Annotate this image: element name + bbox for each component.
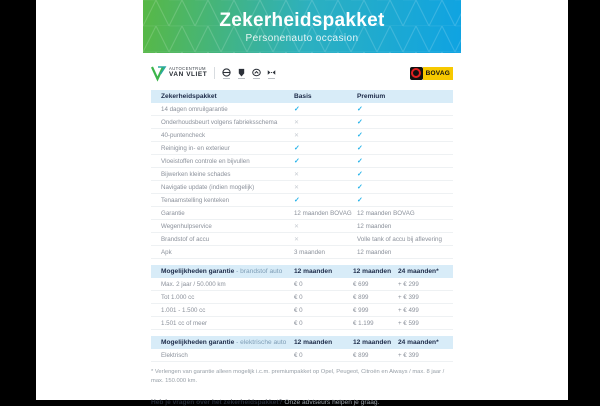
value-cell — [294, 105, 357, 113]
page-title: Zekerheidspakket — [219, 10, 385, 31]
row-label: Garantie — [161, 209, 185, 217]
table-row — [151, 129, 453, 142]
dealer-name-bottom: VAN VLIET — [169, 71, 208, 79]
table-row — [151, 168, 453, 181]
table-row — [151, 278, 453, 291]
header-banner — [143, 0, 461, 53]
dealer-name-top: AUTOCENTRUM — [169, 66, 206, 72]
peugeot-icon — [237, 68, 246, 79]
cross-icon: ✕ — [293, 119, 300, 126]
value-cell: + € 499 — [397, 306, 419, 314]
value-cell — [294, 171, 357, 178]
row-label: 14 dagen omruilgarantie — [161, 105, 228, 113]
value-cell: Volle tank of accu bij aflevering — [356, 235, 442, 243]
table-row — [151, 246, 453, 259]
cross-icon: ✕ — [293, 236, 300, 243]
check-icon: ✓ — [356, 158, 363, 165]
footer-question — [151, 399, 453, 406]
table-row — [151, 291, 453, 304]
table-row — [151, 103, 453, 116]
value-cell — [294, 236, 357, 243]
table-garantie-brandstof — [151, 265, 453, 330]
row-label: Brandstof of accu — [161, 235, 210, 243]
column-header: 12 maanden — [352, 339, 392, 346]
row-label: 1.501 cc of meer — [161, 319, 208, 327]
check-icon: ✓ — [293, 145, 300, 152]
table-row — [151, 233, 453, 246]
value-cell: + € 399 — [397, 351, 419, 359]
table-row — [151, 194, 453, 207]
check-icon: ✓ — [293, 197, 300, 204]
row-label: Onderhoudsbeurt volgens fabrieksschema — [161, 118, 278, 126]
table-title-text: Zekerheidspakket — [161, 93, 217, 100]
page — [36, 0, 568, 406]
value-cell: € 0 — [293, 306, 303, 314]
column-header: Basis — [293, 93, 312, 100]
row-label: Navigatie update (indien mogelijk) — [161, 183, 255, 191]
cross-icon: ✕ — [293, 171, 300, 178]
column-header: Premium — [356, 93, 386, 100]
row-label: Vloeistoffen controle en bijvullen — [161, 157, 250, 165]
row-label: Reiniging in- en exterieur — [161, 144, 230, 152]
table-header-row — [151, 265, 453, 278]
column-header: 24 maanden* — [397, 339, 439, 346]
value-cell: 12 maanden BOVAG — [356, 209, 415, 217]
check-icon: ✓ — [356, 171, 363, 178]
row-label: 40-puntencheck — [161, 131, 206, 139]
row-label: Bijwerken kleine schades — [161, 170, 231, 178]
cross-icon: ✕ — [293, 223, 300, 230]
dealer-name — [169, 67, 207, 79]
check-icon: ✓ — [293, 158, 300, 165]
check-icon: ✓ — [356, 184, 363, 191]
value-cell: + € 299 — [397, 280, 419, 288]
value-cell — [294, 132, 357, 139]
table-row — [151, 181, 453, 194]
comparison-tables — [143, 90, 461, 362]
van-vliet-logo-icon — [151, 66, 166, 80]
content-column — [143, 0, 461, 406]
value-cell — [357, 183, 453, 191]
value-cell: € 0 — [293, 280, 303, 288]
value-cell — [357, 170, 453, 178]
value-cell: + € 599 — [397, 319, 419, 327]
row-label: Tenaamstelling kenteken — [161, 196, 230, 204]
aiways-icon — [267, 68, 276, 79]
citroen-icon — [252, 68, 261, 79]
row-label: Elektrisch — [161, 351, 188, 359]
column-header: 12 maanden — [352, 268, 392, 275]
table-row — [151, 207, 453, 220]
table-row — [151, 155, 453, 168]
value-cell — [357, 196, 453, 204]
table-title-text: Mogelijkheden garantie — [161, 339, 235, 346]
brand-logos — [222, 68, 276, 79]
value-cell: € 699 — [352, 280, 369, 288]
table-header-row — [151, 90, 453, 103]
table-title — [151, 93, 294, 100]
table-row — [151, 220, 453, 233]
value-cell — [357, 144, 453, 152]
table-row — [151, 142, 453, 155]
bovag-label-box — [423, 67, 453, 80]
table-title — [151, 268, 294, 275]
value-cell: 3 maanden — [293, 248, 325, 256]
value-cell — [294, 223, 357, 230]
value-cell — [294, 184, 357, 191]
bovag-icon — [410, 67, 423, 80]
table-row — [151, 116, 453, 129]
row-label: Apk — [161, 248, 172, 256]
value-cell: € 999 — [352, 306, 369, 314]
value-cell: 12 maanden — [356, 248, 392, 256]
table-title — [151, 339, 294, 346]
value-cell — [357, 105, 453, 113]
row-label: 1.001 - 1.500 cc — [161, 306, 206, 314]
value-cell — [357, 118, 453, 126]
table-subtitle-text: - elektrische auto — [234, 339, 287, 346]
check-icon: ✓ — [356, 106, 363, 113]
bovag-label: BOVAG — [425, 69, 450, 77]
value-cell: + € 399 — [397, 293, 419, 301]
table-subtitle-text: - brandstof auto — [234, 268, 283, 275]
table-zekerheidspakket — [151, 90, 453, 259]
value-cell — [294, 157, 357, 165]
footer-question-rest: Onze adviseurs helpen je graag. — [284, 398, 380, 406]
footer-question-bold: Heb je vragen over het zekerheidspakket? — [151, 398, 283, 406]
value-cell: 12 maanden — [356, 222, 392, 230]
bovag-logo — [410, 67, 453, 80]
cross-icon: ✕ — [293, 184, 300, 191]
table-row — [151, 304, 453, 317]
value-cell — [294, 119, 357, 126]
column-header: 24 maanden* — [397, 268, 439, 275]
logo-divider — [214, 67, 215, 79]
value-cell: € 899 — [352, 351, 369, 359]
value-cell: € 1.199 — [352, 319, 374, 327]
table-header-row — [151, 336, 453, 349]
value-cell: 12 maanden BOVAG — [293, 209, 352, 217]
logo-row — [151, 61, 453, 85]
check-icon: ✓ — [356, 132, 363, 139]
column-header: 12 maanden — [293, 339, 333, 346]
table-row — [151, 317, 453, 330]
footnote: * Verlengen van garantie alleen mogelijk i.c.m. premiumpakket op Opel, Peugeot, Citroën en Aiways / max. 8 jaar / max. 150.000 km. — [151, 369, 445, 385]
row-label: Max. 2 jaar / 50.000 km — [161, 280, 226, 288]
value-cell — [294, 144, 357, 152]
row-label: Tot 1.000 cc — [161, 293, 195, 301]
cross-icon: ✕ — [293, 132, 300, 139]
value-cell: € 0 — [293, 351, 303, 359]
value-cell — [357, 157, 453, 165]
check-icon: ✓ — [356, 145, 363, 152]
value-cell — [294, 196, 357, 204]
value-cell: € 0 — [293, 319, 303, 327]
table-title-text: Mogelijkheden garantie — [161, 268, 235, 275]
page-subtitle: Personenauto occasion — [245, 33, 359, 44]
column-header: 12 maanden — [293, 268, 333, 275]
table-row — [151, 349, 453, 362]
value-cell: € 899 — [352, 293, 369, 301]
check-icon: ✓ — [356, 119, 363, 126]
table-garantie-elektrisch — [151, 336, 453, 362]
opel-icon — [222, 68, 231, 79]
check-icon: ✓ — [293, 106, 300, 113]
value-cell — [357, 131, 453, 139]
row-label: Wegenhulpservice — [161, 222, 212, 230]
value-cell: € 0 — [293, 293, 303, 301]
check-icon: ✓ — [356, 197, 363, 204]
